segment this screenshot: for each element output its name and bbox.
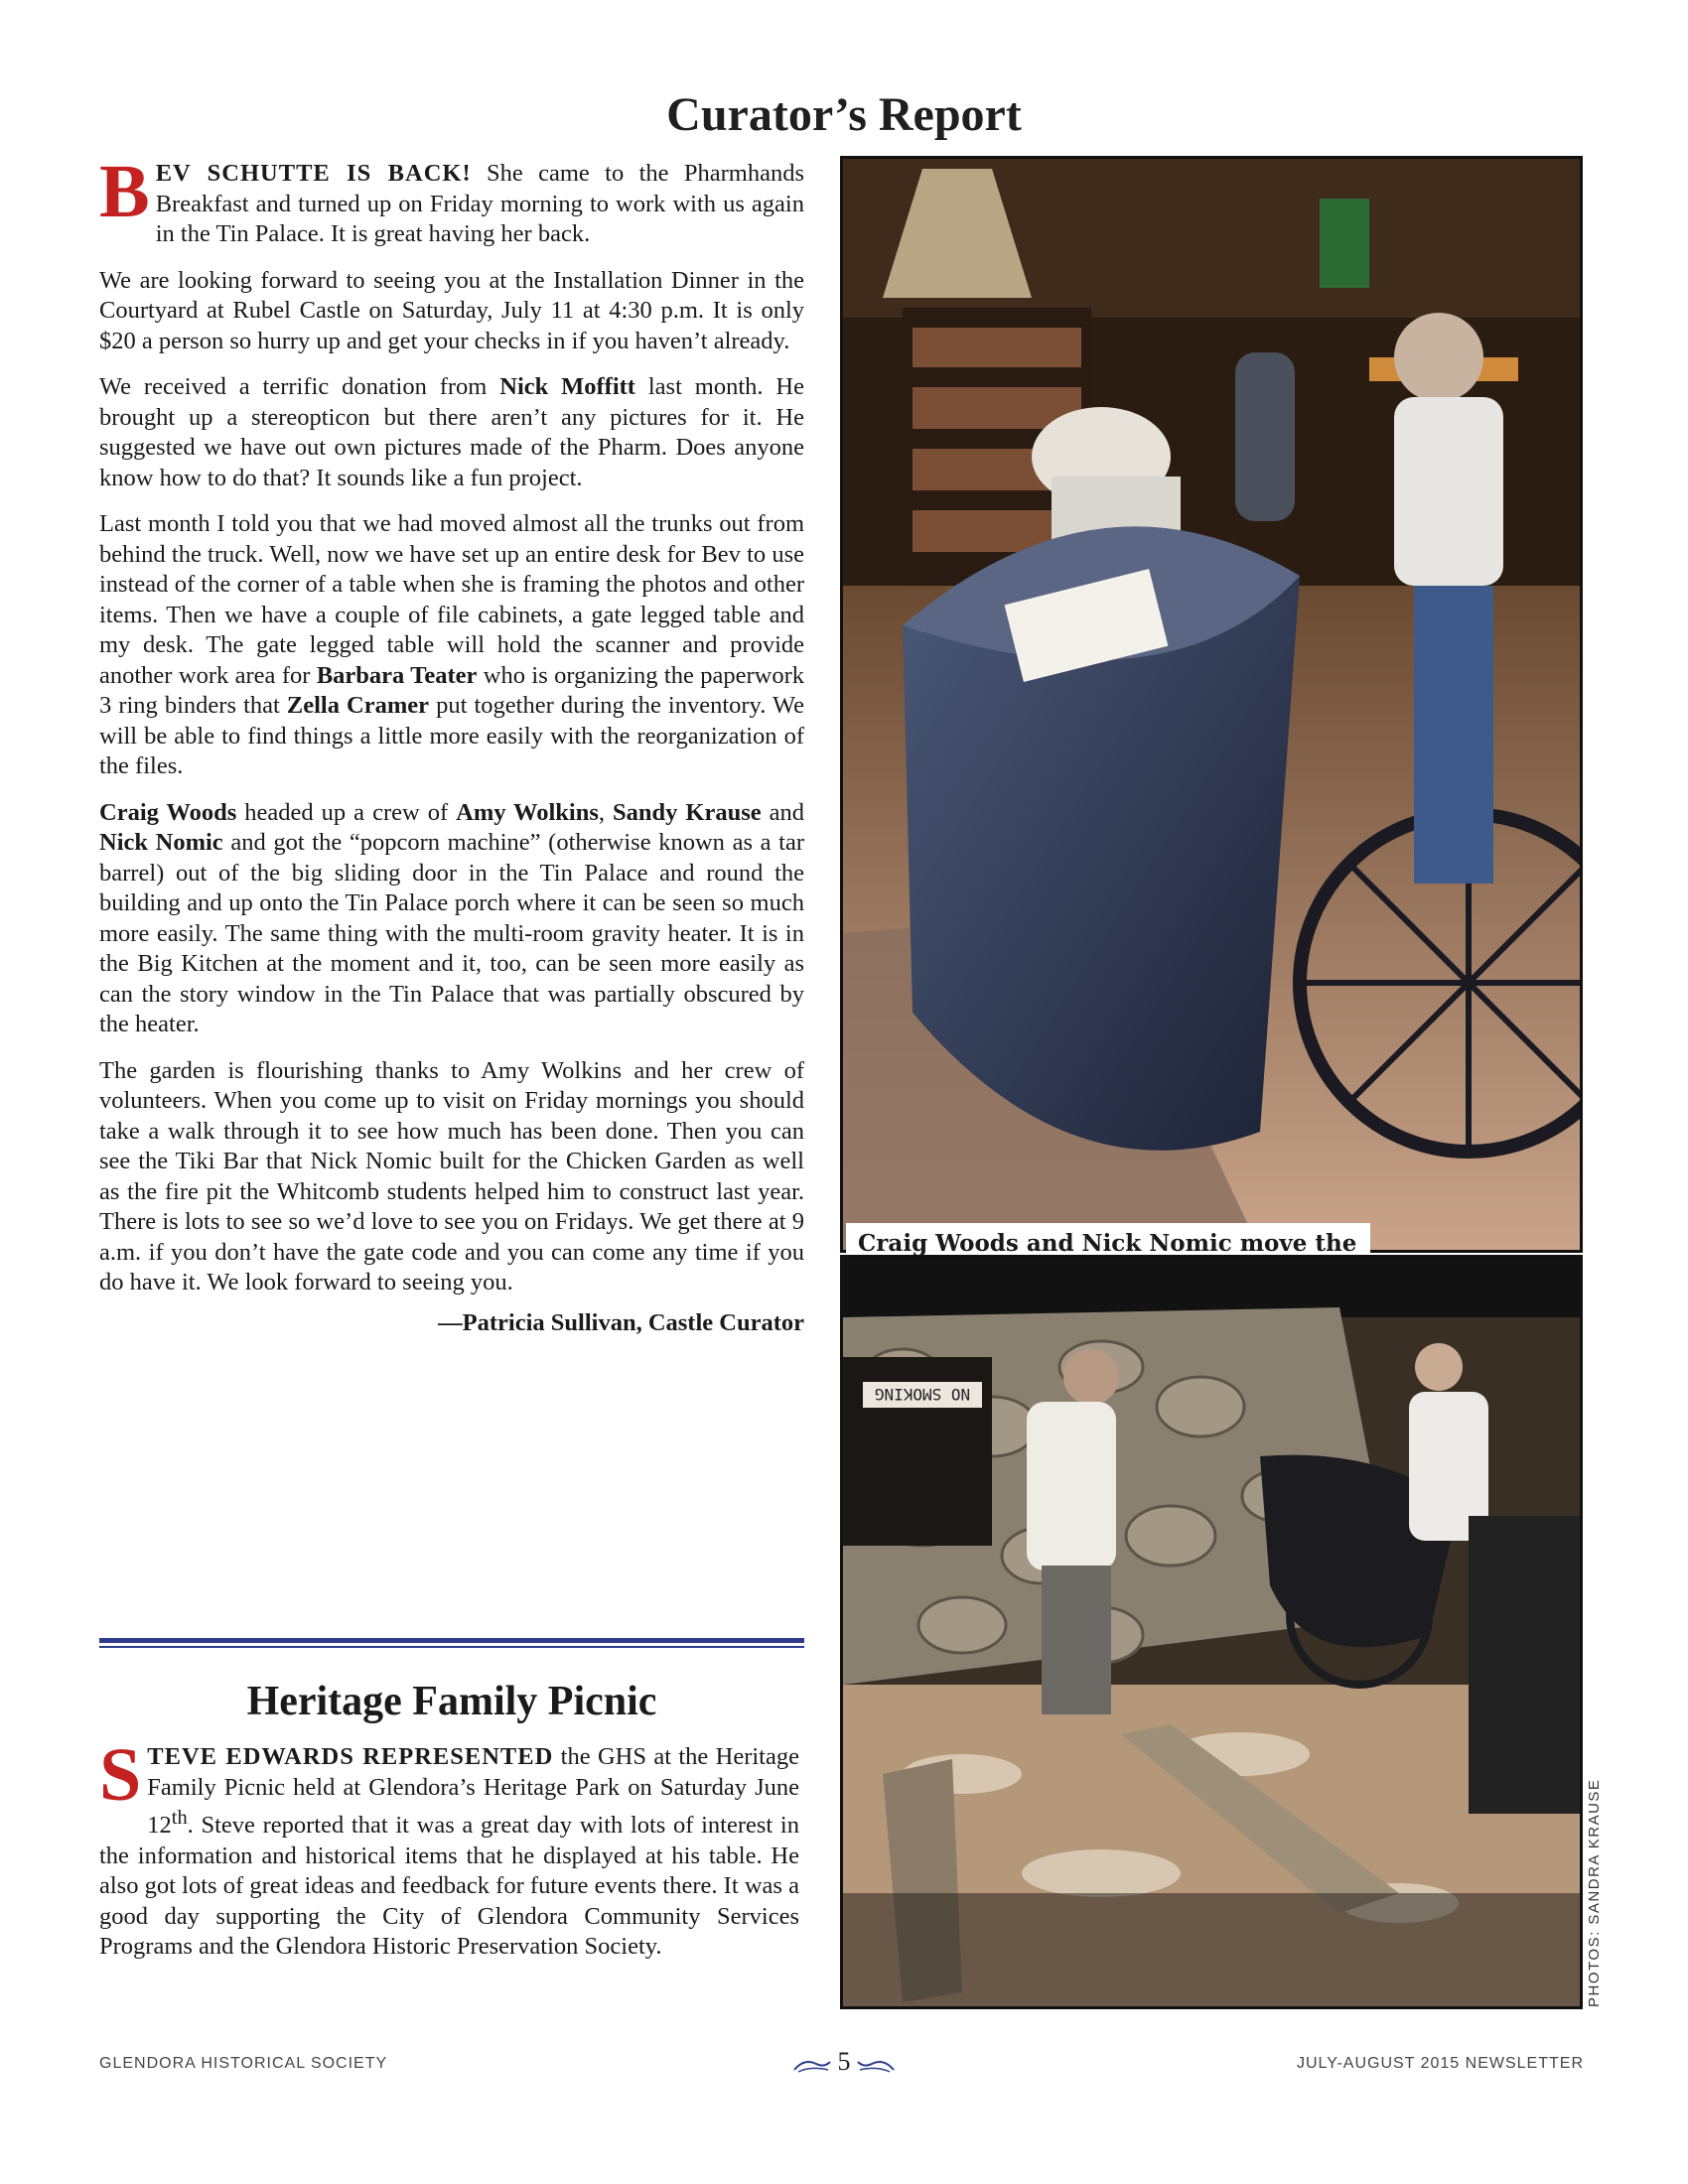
paragraph-text: . Steve reported that it was a great day with lots of interest in the information and historical items that he displayed at his table. He also got lots of great ideas and feedback for future events there. It was a good day supporting the City of Glendora Community Services Programs and the Glendora Historic Preservation Society. xyxy=(99,1812,799,1961)
section-divider xyxy=(99,1638,804,1650)
paragraph-text: and got the “popcorn machine” (otherwise known as a tar barrel) out of the big sliding door in the Tin Palace and round the building and up onto the Tin Palace porch where it can be seen so much more easily. The same thing with the multi-room gravity heater. It is in the Big Kitchen at the moment and it, too, can be seen more easily as can the story window in the Tin Palace that was partially obscured by the heater. xyxy=(99,829,804,1037)
paragraph-text: last month. He brought up a stereopticon but there aren’t any pictures for it. He suggested we have out own pictures made of the Pharm. Does anyone know how to do that? It sounds like a fun project. xyxy=(99,373,804,491)
photo-illustration xyxy=(843,159,1580,1250)
person-shirt xyxy=(1394,397,1503,586)
person-head xyxy=(1394,313,1483,402)
signature: —Patricia Sullivan, Castle Curator xyxy=(438,1308,804,1336)
paragraph: The garden is flourishing thanks to Amy Wolkins and her crew of volunteers. When you come up to visit on Friday mornings you should take a walk through it to see how much has been done. Then you can see the Tiki Bar that Nick Nomic built for the Chicken Garden as well as the fire pit the Whitcomb students helped him to construct last year. There is lots to see so we’d love to see you on Fridays. We get there at 9 a.m. if you don’t have the gate code and you can come any time if you do have it. We look forward to seeing you. xyxy=(99,1056,804,1296)
paragraph-text: who is organizing the paperwork 3 ring binders that xyxy=(99,661,804,719)
footer-issue: JULY-AUGUST 2015 NEWSLETTER xyxy=(1296,2055,1584,2072)
neon-sign xyxy=(1320,199,1369,288)
person-name: Zella Cramer xyxy=(286,692,430,719)
person-head xyxy=(1415,1343,1463,1391)
person-shirt xyxy=(1027,1402,1116,1570)
paragraph-text: put together during the inventory. We will be able to find things a little more easily with the reorganization of the files. xyxy=(99,692,804,779)
paragraph xyxy=(99,150,804,250)
footer-organization: GLENDORA HISTORICAL SOCIETY xyxy=(99,2055,388,2072)
drop-cap: B xyxy=(99,150,150,233)
foreground-shadow xyxy=(843,1893,1580,2006)
page-number: 5 xyxy=(837,2047,851,2076)
person-pants xyxy=(1042,1566,1111,1714)
stovepipe xyxy=(1235,352,1295,521)
section-title: Heritage Family Picnic xyxy=(246,1679,657,1724)
flourish-right-icon xyxy=(856,2056,896,2076)
person-jeans xyxy=(1414,586,1493,884)
person-name: Amy Wolkins xyxy=(456,798,599,826)
divider-line xyxy=(99,1646,804,1648)
photo-illustration xyxy=(843,1258,1580,2006)
paragraph xyxy=(99,798,804,1040)
paragraph-text: She came to the Pharmhands Breakfast and turned up on Friday morning to work with us again in the Tin Palace. It is great having her back. xyxy=(155,160,804,247)
paragraph-text: Last month I told you that we had moved almost all the trunks out from behind the truck. Well, now we have set up an entire desk for Bev to use instead of the corner of a table when she is framing the photos and other items. Then we have a couple of file cabinets, a gate legged table and my desk. The gate legged table will hold the scanner and provide another work area for xyxy=(99,510,804,689)
person-name: Craig Woods xyxy=(99,798,237,826)
lead-in: EV SCHUTTE IS BACK! xyxy=(155,160,472,187)
shadow-top xyxy=(843,1258,1580,1317)
paragraph xyxy=(99,372,804,493)
picnic-article xyxy=(99,1733,799,1979)
page-footer xyxy=(99,2047,1584,2085)
photo-tar-barrel-interior xyxy=(840,156,1583,1253)
person-name: Nick Moffitt xyxy=(499,373,635,400)
superscript: th xyxy=(171,1807,188,1829)
page-number-ornament xyxy=(774,2047,914,2077)
lead-in: TEVE EDWARDS REPRESENTED xyxy=(147,1743,554,1770)
person-head xyxy=(1063,1349,1119,1405)
paragraph-text: headed up a crew of xyxy=(236,798,457,826)
paragraph-text: the GHS at the Heritage Family Picnic held at Glendora’s Heritage Park on Saturday June 12 xyxy=(147,1743,799,1840)
sign-text: NO SMOKING xyxy=(874,1385,971,1404)
paragraph-text: , xyxy=(598,798,613,826)
paragraph: We are looking forward to seeing you at the Installation Dinner in the Courtyard at Rubel Castle on Saturday, July 11 at 4:30 p.m. It is only $20 a person so hurry up and get your checks in if you haven’t already. xyxy=(99,266,804,354)
paragraph-text: We received a terrific donation from xyxy=(99,373,500,400)
paragraph-text: and xyxy=(761,798,804,826)
person-name: Barbara Teater xyxy=(316,661,478,689)
photo-tar-barrel-outdoor xyxy=(840,1255,1583,2009)
paragraph xyxy=(99,1733,799,1963)
drop-cap: S xyxy=(99,1733,142,1817)
photo-credit: PHOTOS: SANDRA KRAUSE xyxy=(1586,1778,1603,2007)
page-title: Curator’s Report xyxy=(666,88,1022,141)
paragraph xyxy=(99,509,804,782)
person-name: Nick Nomic xyxy=(99,829,223,856)
flourish-left-icon xyxy=(792,2056,832,2076)
person-name: Sandy Krause xyxy=(613,798,762,826)
photo-caption: Craig Woods and Nick Nomic move the xyxy=(846,1223,1370,1297)
equipment xyxy=(1469,1516,1580,1814)
divider-line xyxy=(99,1638,804,1643)
curators-report-article xyxy=(99,150,804,1354)
